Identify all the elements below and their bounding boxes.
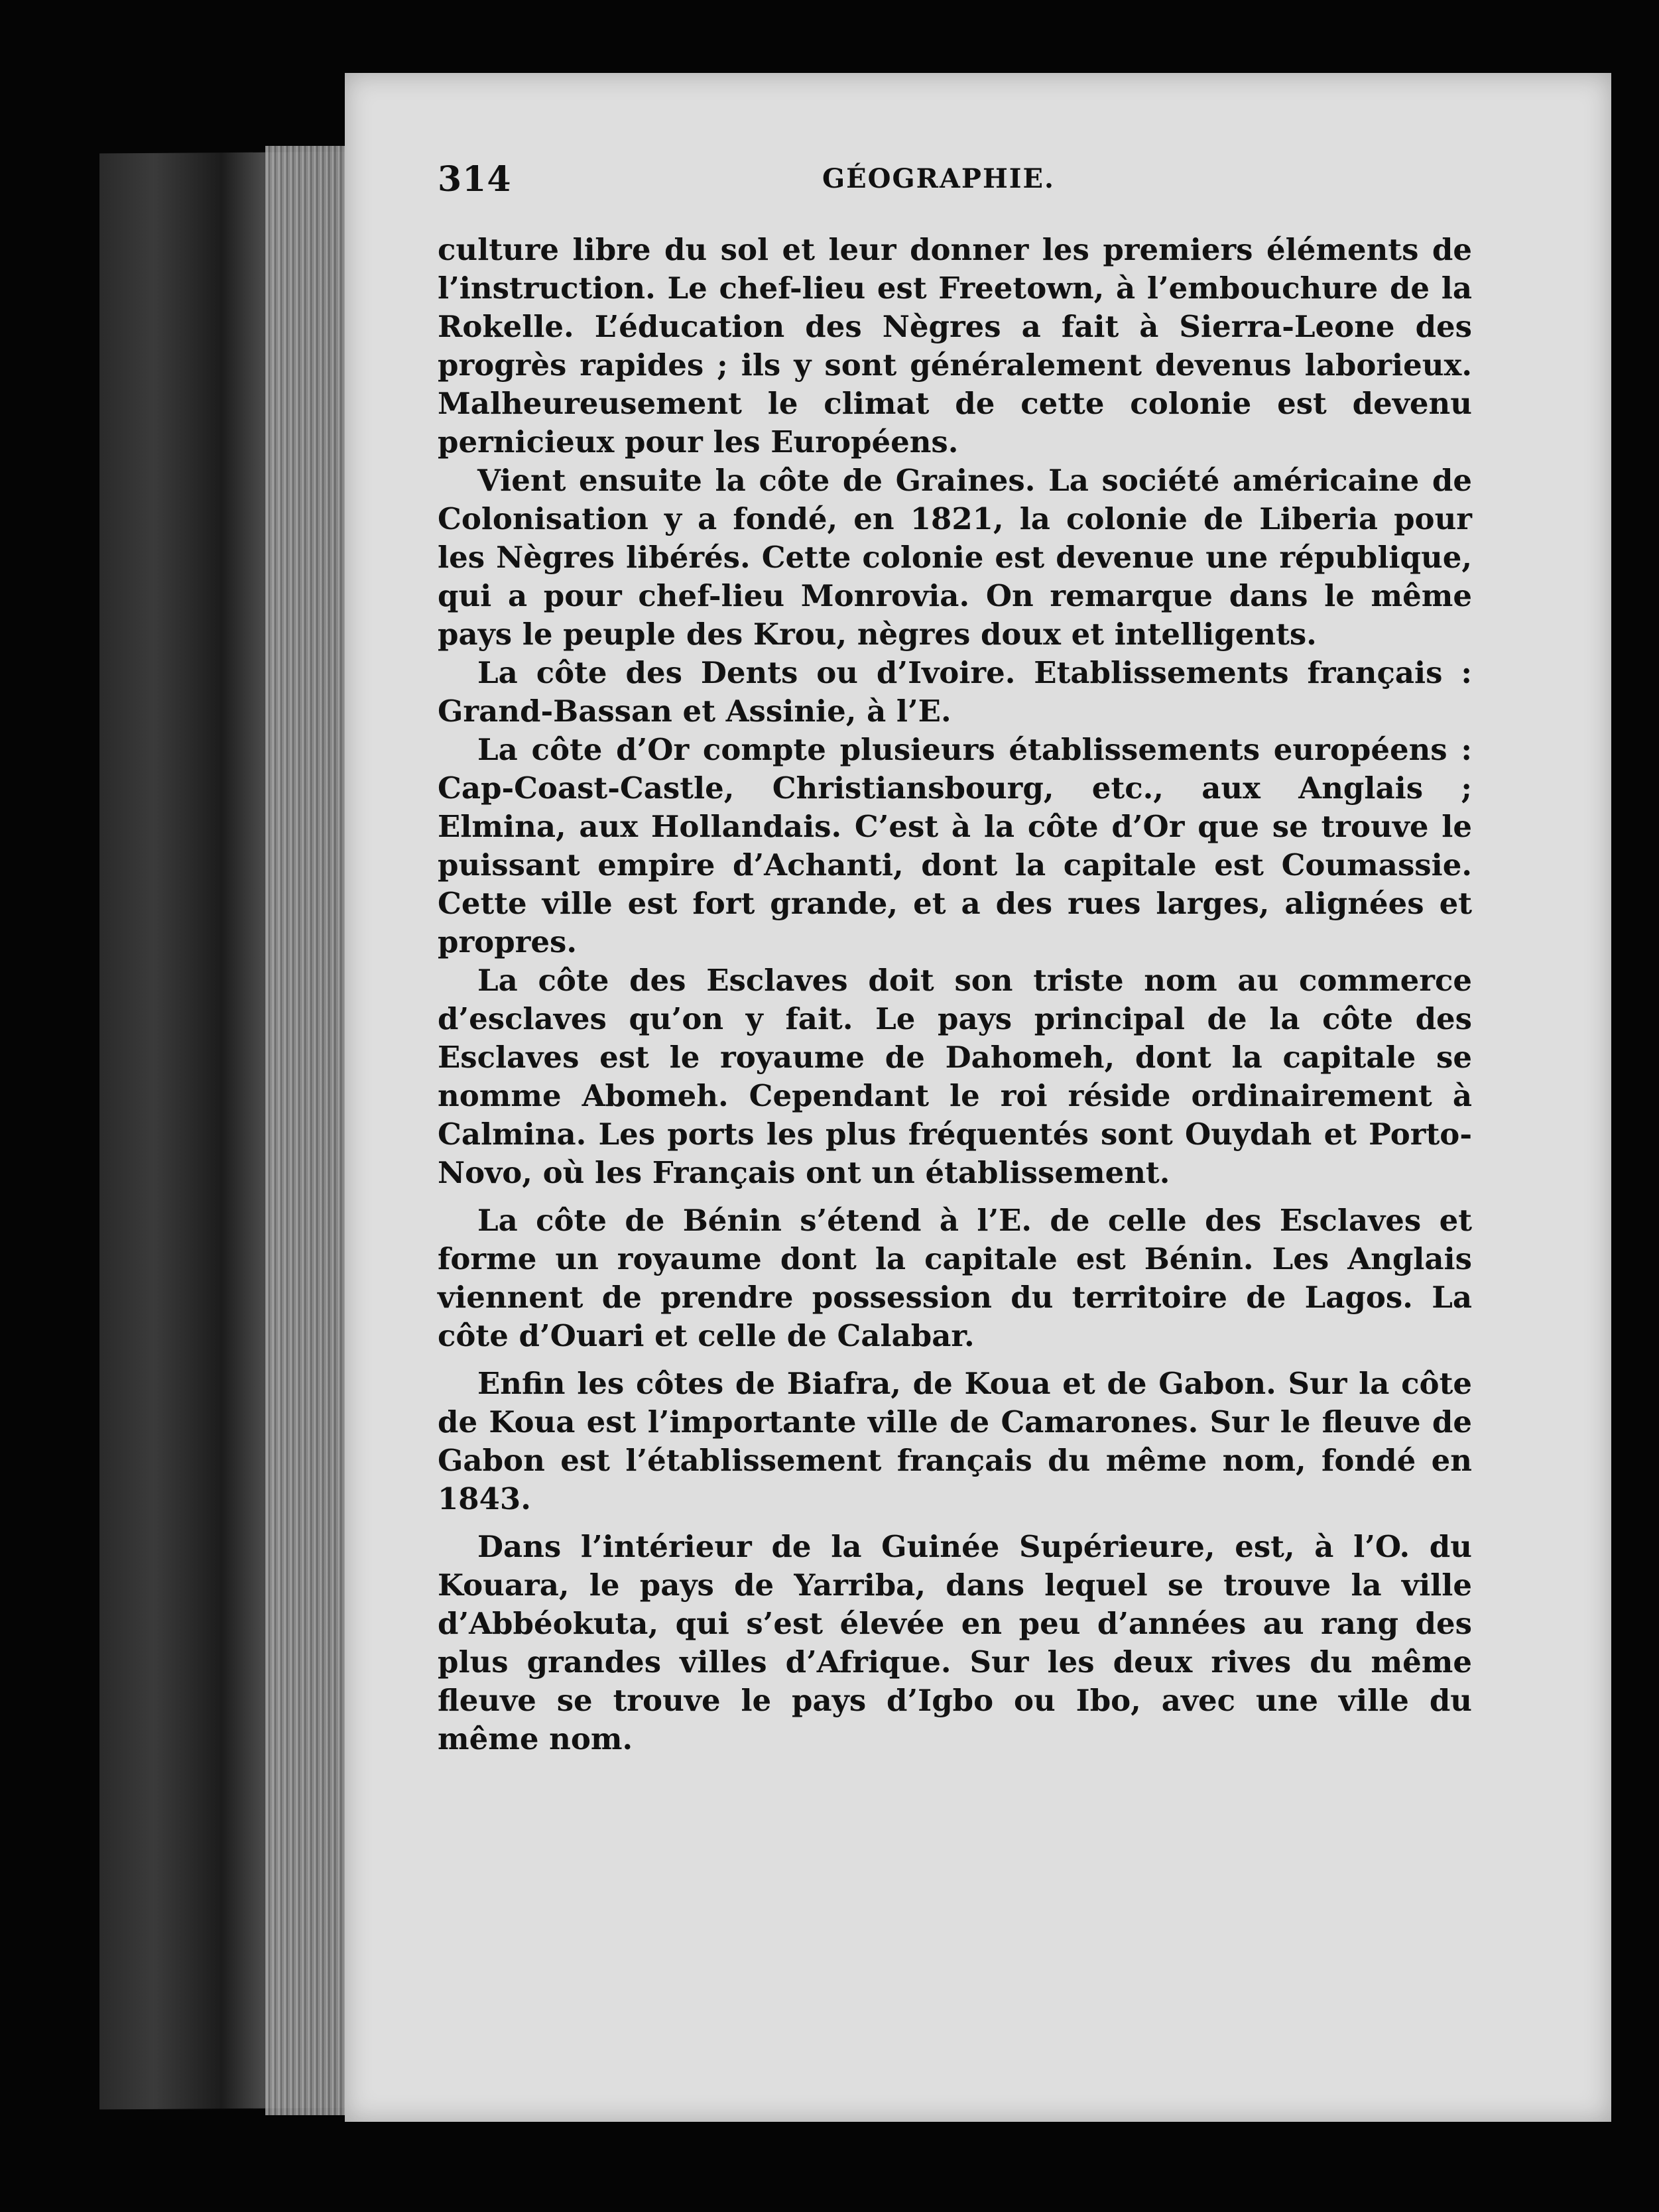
paragraph: La côte des Esclaves doit son triste nom au commerce d’esclaves qu’on y fait. Le pays principal de la côte des Esclaves est le royaume de Dahomeh, dont la capitale se nomme Abomeh. Cependant le roi réside ordinairement à Calmina. Les ports les plus fréquentés sont Ouydah et Porto-Novo, où les Français ont un établissement.: [438, 963, 1472, 1190]
page-number: 314: [438, 159, 512, 200]
paragraph: La côte des Dents ou d’Ivoire. Etablissements français : Grand-Bassan et Assinie, à l’E.: [438, 655, 1472, 729]
running-head: [438, 159, 1472, 212]
paragraph: La côte d’Or compte plusieurs établissements européens : Cap-Coast-Castle, Christiansbourg, etc., aux Anglais ; Elmina, aux Hollandais. C’est à la côte d’Or que se trouve le puissant empire d’Achanti, dont la capitale est Coumassie. Cette ville est fort grande, et a des rues larges, alignées et propres.: [438, 732, 1472, 959]
paragraph: Dans l’intérieur de la Guinée Supérieure, est, à l’O. du Kouara, le pays de Yarriba, dans lequel se trouve la ville d’Abbéokuta, qui s’est élevée en peu d’années au rang des plus grandes villes d’Afrique. Sur les deux rives du même fleuve se trouve le pays d’Igbo ou Ibo, avec une ville du même nom.: [438, 1529, 1472, 1756]
running-title: GÉOGRAPHIE.: [822, 163, 1055, 194]
page-content: [438, 159, 1472, 1758]
book-page: [345, 73, 1611, 2122]
paragraph: culture libre du sol et leur donner les premiers éléments de l’instruction. Le chef-lieu est Freetown, à l’embouchure de la Rokelle. L’éducation des Nègres a fait à Sierra-Leone des progrès rapides ; ils y sont généralement devenus laborieux. Malheureusement le climat de cette colonie est devenu pernicieux pour les Européens.: [438, 232, 1472, 460]
paragraph: La côte de Bénin s’étend à l’E. de celle des Esclaves et forme un royaume dont la capitale est Bénin. Les Anglais viennent de prendre possession du territoire de Lagos. La côte d’Ouari et celle de Calabar.: [438, 1203, 1472, 1353]
paragraph: Enfin les côtes de Biafra, de Koua et de Gabon. Sur la côte de Koua est l’importante ville de Camarones. Sur le fleuve de Gabon est l’établissement français du même nom, fondé en 1843.: [438, 1366, 1472, 1516]
paragraph: Vient ensuite la côte de Graines. La société américaine de Colonisation y a fondé, en 1821, la colonie de Liberia pour les Nègres libérés. Cette colonie est devenue une république, qui a pour chef-lieu Monrovia. On remarque dans le même pays le peuple des Krou, nègres doux et intelligents.: [438, 463, 1472, 652]
body-text: [438, 231, 1472, 1758]
